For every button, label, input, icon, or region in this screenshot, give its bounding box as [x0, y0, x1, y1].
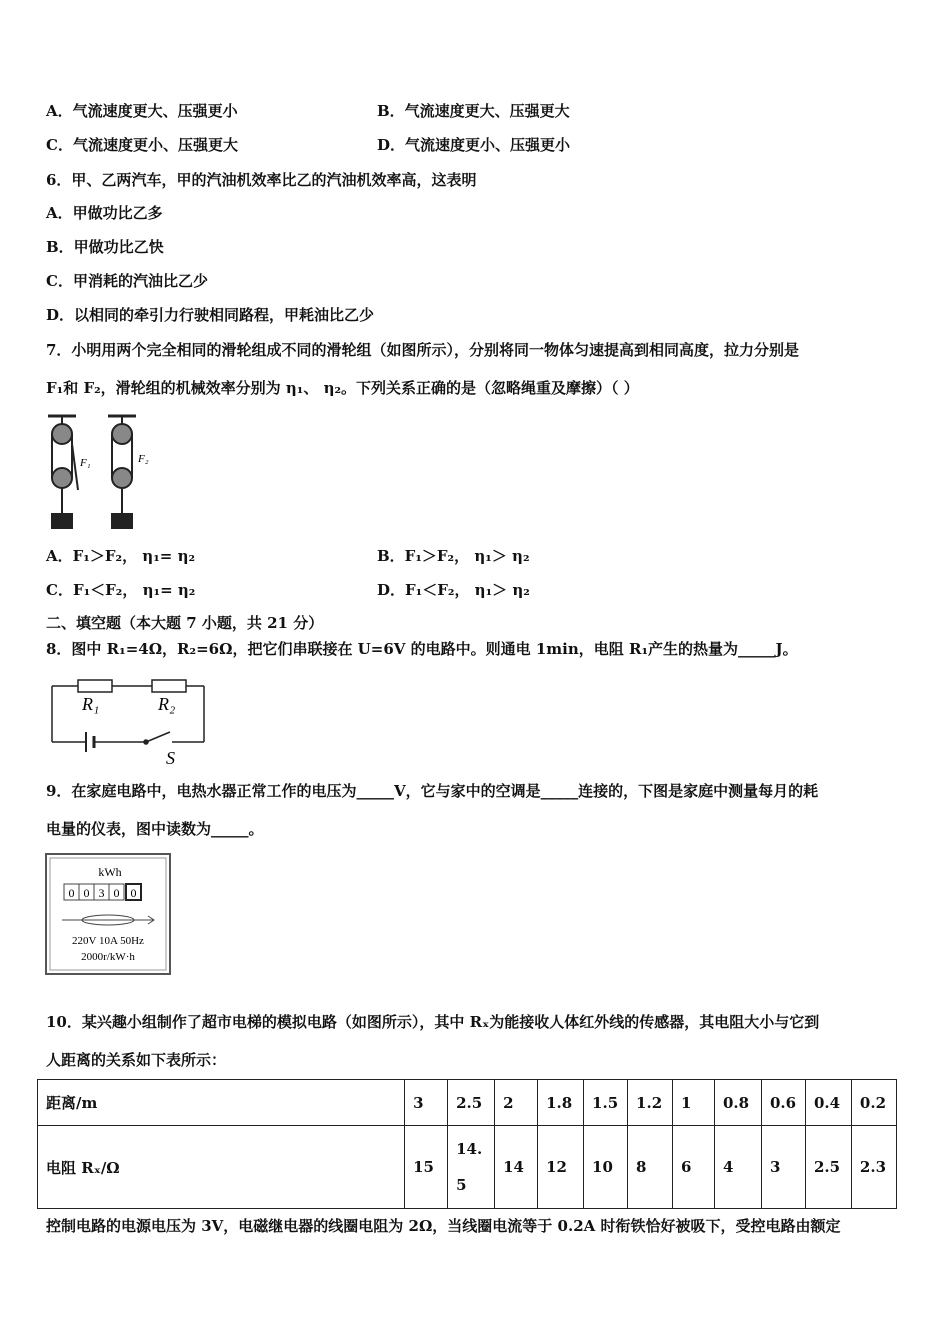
row-header-distance: 距离/m: [38, 1080, 405, 1126]
meter-digit: 0: [113, 886, 120, 900]
q7-option-c: C．F₁＜F₂， η₁= η₂: [46, 581, 196, 599]
circuit-figure: [48, 676, 213, 768]
weight-left: [52, 514, 72, 528]
q10-stem-line1: 10．某兴趣小组制作了超市电梯的模拟电路（如图所示），其中 Rₓ为能接收人体红外线的传感器，其电阻大小与它到: [46, 1013, 820, 1031]
q5-option-d: D．气流速度更小、压强更小: [377, 136, 571, 154]
q9-stem-line2: 电量的仪表，图中读数为_____。: [46, 820, 264, 838]
meter-digit: 0: [68, 886, 75, 900]
fixed-pulley-left: [52, 424, 72, 444]
resistor-r2: [152, 680, 186, 692]
q5-option-a: A．气流速度更大、压强更小: [46, 102, 238, 120]
label-r1: R₁: [82, 694, 100, 714]
table-cell: 0.2: [851, 1080, 896, 1126]
q10-stem-line2: 人距离的关系如下表所示：: [46, 1051, 227, 1069]
table-cell: 2.3: [851, 1126, 896, 1209]
q7-option-d: D．F₁＜F₂， η₁＞ η₂: [377, 581, 530, 599]
table-cell: 3: [761, 1126, 805, 1209]
table-cell: 1.5: [584, 1080, 628, 1126]
label-f2: F₂: [138, 453, 149, 465]
q9-stem-line1: 9．在家庭电路中，电热水器正常工作的电压为_____V，它与家中的空调是_____连接的，下图是家庭中测量每月的耗: [46, 782, 819, 800]
table-cell: 6: [673, 1126, 715, 1209]
switch: [146, 732, 170, 742]
label-s: S: [166, 748, 175, 768]
q5-option-b: B．气流速度更大、压强更大: [377, 102, 570, 120]
meter-unit: kWh: [98, 865, 122, 879]
q6-option-b: B．甲做功比乙快: [46, 238, 164, 256]
table-cell: 3: [405, 1080, 448, 1126]
q6-stem: 6．甲、乙两汽车，甲的汽油机效率比乙的汽油机效率高，这表明: [46, 171, 477, 189]
row-header-resistance: 电阻 Rₓ/Ω: [38, 1126, 405, 1209]
movable-pulley-right: [112, 468, 132, 488]
table-cell: 15: [405, 1126, 448, 1209]
q6-option-a: A．甲做功比乙多: [46, 204, 163, 222]
pulley-figure: [40, 410, 170, 535]
q6-option-c: C．甲消耗的汽油比乙少: [46, 272, 208, 290]
distance-resistance-table: [37, 1079, 897, 1209]
table-cell: 10: [584, 1126, 628, 1209]
table-cell: 8: [628, 1126, 673, 1209]
q7-option-b: B．F₁＞F₂， η₁＞ η₂: [377, 547, 530, 565]
table-cell: 12: [538, 1126, 584, 1209]
q10-stem-line3: 控制电路的电源电压为 3V，电磁继电器的线圈电阻为 2Ω，当线圈电流等于 0.2A 时衔铁恰好被吸下，受控电路由额定: [46, 1217, 841, 1235]
meter-spec-rating: 220V 10A 50Hz: [72, 935, 144, 947]
table-cell: 1.2: [628, 1080, 673, 1126]
table-cell: 1.8: [538, 1080, 584, 1126]
table-cell: 14: [495, 1126, 538, 1209]
meter-digit: 0: [130, 886, 137, 900]
resistor-r1: [78, 680, 112, 692]
q6-option-d: D．以相同的牵引力行驶相同路程，甲耗油比乙少: [46, 306, 375, 324]
q7-option-a: A．F₁＞F₂， η₁= η₂: [46, 547, 196, 565]
section-title: 二、填空题（本大题 7 小题，共 21 分）: [46, 614, 324, 632]
table-cell: 0.4: [805, 1080, 851, 1126]
energy-meter-figure: [44, 852, 174, 978]
table-cell: 2.5: [805, 1126, 851, 1209]
meter-digit: 3: [98, 886, 105, 900]
movable-pulley-left: [52, 468, 72, 488]
table-cell: 4: [714, 1126, 761, 1209]
table-cell: 2.5: [448, 1080, 495, 1126]
table-cell: 0.6: [761, 1080, 805, 1126]
q7-stem-line1: 7．小明用两个完全相同的滑轮组成不同的滑轮组（如图所示），分别将同一物体匀速提高到相同高度，拉力分别是: [46, 341, 799, 359]
table-cell: 14.5: [448, 1126, 495, 1209]
label-f1: F₁: [80, 457, 91, 469]
table-cell: 2: [495, 1080, 538, 1126]
fixed-pulley-right: [112, 424, 132, 444]
q8-stem: 8．图中 R₁=4Ω，R₂=6Ω，把它们串联接在 U=6V 的电路中。则通电 1min，电阻 R₁产生的热量为_____J。: [46, 640, 798, 658]
meter-spec-constant: 2000r/kW·h: [81, 951, 135, 963]
table-cell: 0.8: [714, 1080, 761, 1126]
table-cell: 1: [673, 1080, 715, 1126]
q7-stem-line2: F₁和 F₂，滑轮组的机械效率分别为 η₁、 η₂。下列关系正确的是（忽略绳重及摩擦）（ ）: [46, 379, 639, 397]
meter-digit: 0: [83, 886, 90, 900]
label-r2: R₂: [158, 694, 176, 714]
table-row-distance: [38, 1080, 897, 1126]
table-row-resistance: [38, 1126, 897, 1209]
q5-option-c: C．气流速度更小、压强更大: [46, 136, 238, 154]
weight-right: [112, 514, 132, 528]
